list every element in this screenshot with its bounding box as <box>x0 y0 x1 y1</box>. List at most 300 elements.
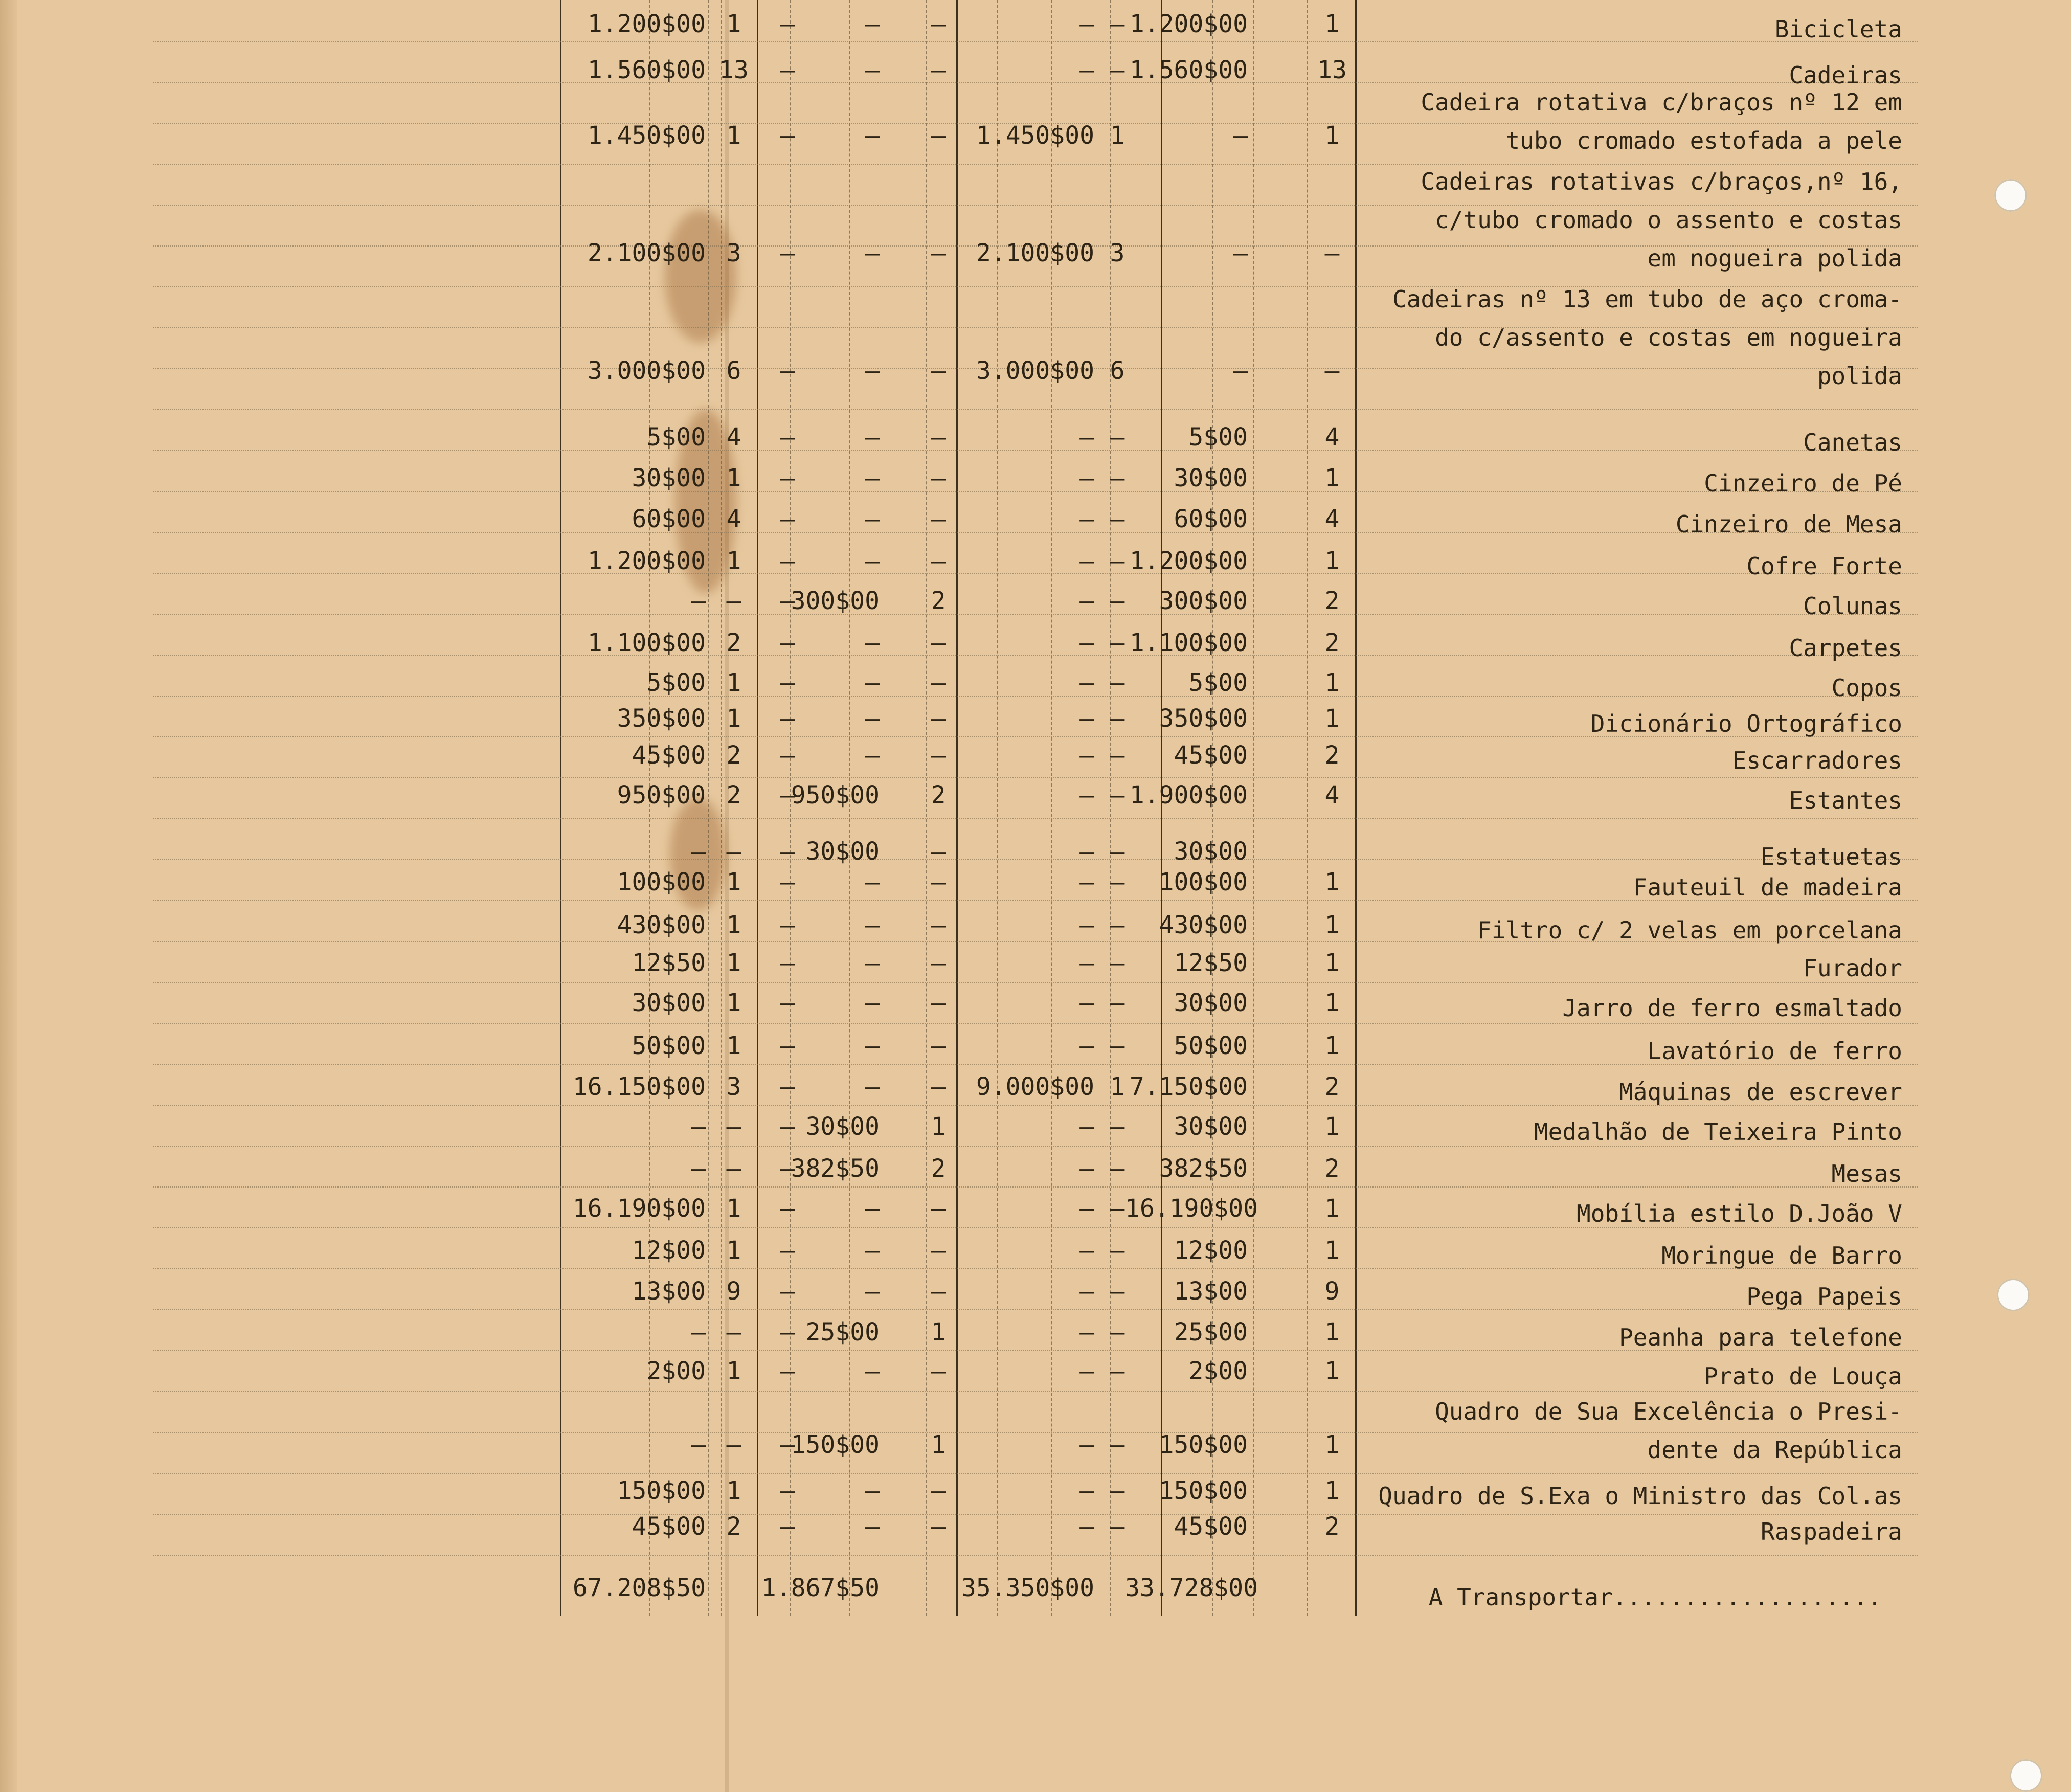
ledger-cell-c8: 1 <box>726 10 741 38</box>
ledger-cell-c1: 1 <box>1324 1194 1340 1223</box>
ledger-cell-c6: — <box>865 464 880 492</box>
ledger-cell-c6: — <box>865 1236 880 1265</box>
ledger-cell-c2: 1.560$00 <box>1129 56 1248 84</box>
ledger-cell-c2: 150$00 <box>1159 1476 1248 1505</box>
ledger-cell-c5: — <box>931 464 946 492</box>
item-description: em nogueira polida <box>1647 244 1902 272</box>
ledger-cell-c7: — <box>780 56 795 84</box>
ledger-cell-c5: — <box>931 989 946 1017</box>
ledger-cell-c7: — <box>780 356 795 385</box>
ledger-cell-c3: 3 <box>1110 239 1125 267</box>
item-description: Bicicleta <box>1774 15 1902 43</box>
ledger-cell-c8: — <box>726 1154 741 1183</box>
ledger-cell-c7: — <box>780 741 795 770</box>
ledger-cell-c3: 1 <box>1110 121 1125 150</box>
ledger-cell-c2: 25$00 <box>1174 1318 1248 1347</box>
ledger-cell-c5: — <box>931 1357 946 1385</box>
ledger-cell-c7: — <box>780 1032 795 1060</box>
ledger-cell-c1: 1 <box>1324 949 1340 977</box>
item-description: polida <box>1817 362 1902 390</box>
ledger-cell-c2: 13$00 <box>1174 1277 1248 1306</box>
ledger-cell-c5: 1 <box>931 1430 946 1459</box>
ledger-cell-c6: — <box>865 1277 880 1306</box>
ledger-cell-c8: 1 <box>726 1357 741 1385</box>
ledger-cell-c4: — <box>1079 629 1094 657</box>
ledger-cell-c2: 30$00 <box>1174 464 1248 492</box>
item-description: Colunas <box>1803 592 1902 620</box>
ledger-cell-c6: — <box>865 356 880 385</box>
ledger-cell-c7: — <box>780 1430 795 1459</box>
item-description: Cadeiras nº 13 em tubo de aço croma- <box>1392 285 1902 313</box>
ledger-cell-c9: 12$50 <box>632 949 706 977</box>
transport-label: A Transportar................... <box>1428 1583 1882 1611</box>
ledger-cell-c3: — <box>1110 10 1125 38</box>
ledger-cell-c2: 1.200$00 <box>1129 10 1248 38</box>
ledger-cell-c6: — <box>865 1357 880 1385</box>
binder-hole <box>1997 1279 2030 1311</box>
ledger-cell-c4: — <box>1079 1430 1094 1459</box>
ledger-cell-c3: — <box>1110 704 1125 733</box>
ledger-cell-c4: — <box>1079 1318 1094 1347</box>
ledger-cell-c1: 9 <box>1324 1277 1340 1306</box>
ledger-cell-c9: 2.100$00 <box>587 239 706 267</box>
ledger-cell-c6: — <box>865 741 880 770</box>
column-rule <box>1307 0 1308 1616</box>
ledger-cell-c7: — <box>780 505 795 533</box>
ledger-cell-c5: — <box>931 1194 946 1223</box>
ledger-cell-c9: 30$00 <box>632 464 706 492</box>
ledger-cell-c3: — <box>1110 1318 1125 1347</box>
ledger-cell-c2: 100$00 <box>1159 868 1248 897</box>
ledger-cell-c4: 1.450$00 <box>976 121 1094 150</box>
ledger-cell-c3: — <box>1110 741 1125 770</box>
footer-total-col1: 33.728$00 <box>1125 1574 1258 1602</box>
ledger-cell-c6: — <box>865 1194 880 1223</box>
item-description: Mesas <box>1831 1160 1902 1188</box>
ledger-cell-c4: — <box>1079 505 1094 533</box>
item-description: Copos <box>1831 674 1902 702</box>
stain <box>665 210 736 343</box>
ledger-cell-c9: — <box>691 1112 706 1141</box>
ledger-cell-c8: — <box>726 1430 741 1459</box>
ledger-cell-c2: 50$00 <box>1174 1032 1248 1060</box>
ledger-cell-c9: 5$00 <box>646 423 706 452</box>
ledger-cell-c8: 1 <box>726 949 741 977</box>
ledger-cell-c2: 1.900$00 <box>1129 781 1248 810</box>
ledger-cell-c3: — <box>1110 1154 1125 1183</box>
ledger-cell-c7: — <box>780 1357 795 1385</box>
ledger-cell-c9: 430$00 <box>617 911 706 939</box>
ledger-cell-c7: — <box>780 1476 795 1505</box>
column-rule <box>708 0 709 1616</box>
item-description: Dicionário Ortográfico <box>1590 710 1902 737</box>
ruled-line <box>153 409 1918 410</box>
item-description: Cinzeiro de Pé <box>1704 469 1902 497</box>
ledger-cell-c3: — <box>1110 1357 1125 1385</box>
ledger-cell-c6: 25$00 <box>805 1318 880 1347</box>
ledger-cell-c8: 1 <box>726 464 741 492</box>
ledger-cell-c6: — <box>865 10 880 38</box>
ledger-cell-c8: 1 <box>726 1236 741 1265</box>
binder-hole <box>1994 179 2027 212</box>
ledger-cell-c2: 30$00 <box>1174 989 1248 1017</box>
ledger-cell-c9: 1.200$00 <box>587 547 706 575</box>
ledger-cell-c8: 2 <box>726 629 741 657</box>
ledger-cell-c4: — <box>1079 56 1094 84</box>
ledger-cell-c4: — <box>1079 741 1094 770</box>
ledger-cell-c4: — <box>1079 837 1094 866</box>
ledger-cell-c1: 2 <box>1324 1154 1340 1183</box>
ledger-cell-c3: — <box>1110 505 1125 533</box>
ledger-cell-c2: 382$50 <box>1159 1154 1248 1183</box>
footer-total-col3: 1.867$50 <box>761 1574 880 1602</box>
ledger-cell-c3: — <box>1110 547 1125 575</box>
ledger-cell-c3: — <box>1110 1236 1125 1265</box>
ledger-cell-c5: — <box>931 505 946 533</box>
ledger-cell-c6: 30$00 <box>805 1112 880 1141</box>
ledger-cell-c4: — <box>1079 989 1094 1017</box>
ledger-cell-c5: 1 <box>931 1112 946 1141</box>
ledger-cell-c7: — <box>780 121 795 150</box>
ledger-cell-c4: — <box>1079 1154 1094 1183</box>
ledger-cell-c4: — <box>1079 911 1094 939</box>
ledger-cell-c9: 60$00 <box>632 505 706 533</box>
ledger-cell-c6: — <box>865 911 880 939</box>
ledger-cell-c7: — <box>780 949 795 977</box>
item-description: Estatuetas <box>1761 843 1902 870</box>
ledger-cell-c6: 382$50 <box>791 1154 880 1183</box>
ledger-cell-c9: 5$00 <box>646 668 706 697</box>
ledger-cell-c1: 4 <box>1324 781 1340 810</box>
ledger-cell-c1: 4 <box>1324 423 1340 452</box>
ledger-cell-c9: — <box>691 837 706 866</box>
ledger-cell-c2: 45$00 <box>1174 741 1248 770</box>
ledger-cell-c6: — <box>865 629 880 657</box>
ledger-cell-c7: — <box>780 1194 795 1223</box>
ledger-cell-c5: — <box>931 1512 946 1541</box>
item-description: Peanha para telefone <box>1619 1324 1902 1351</box>
ledger-cell-c9: 50$00 <box>632 1032 706 1060</box>
ledger-cell-c3: — <box>1110 1512 1125 1541</box>
item-description: Mobília estilo D.João V <box>1577 1200 1902 1227</box>
item-description: Jarro de ferro esmaltado <box>1562 994 1902 1022</box>
ledger-cell-c5: — <box>931 868 946 897</box>
ledger-cell-c6: — <box>865 121 880 150</box>
ledger-cell-c6: 300$00 <box>791 587 880 615</box>
ledger-cell-c8: — <box>726 587 741 615</box>
item-description: do c/assento e costas em nogueira <box>1435 324 1902 351</box>
ledger-cell-c9: 16.190$00 <box>572 1194 706 1223</box>
item-description: Raspadeira <box>1761 1518 1902 1545</box>
ledger-cell-c2: 2$00 <box>1188 1357 1248 1385</box>
ledger-cell-c5: — <box>931 1072 946 1101</box>
ledger-cell-c8: 1 <box>726 911 741 939</box>
item-description: Prato de Louça <box>1704 1362 1902 1390</box>
ledger-cell-c6: 30$00 <box>805 837 880 866</box>
ledger-cell-c3: — <box>1110 1430 1125 1459</box>
ledger-cell-c3: 1 <box>1110 1072 1125 1101</box>
item-description: Filtro c/ 2 velas em porcelana <box>1477 916 1902 944</box>
ledger-cell-c3: — <box>1110 464 1125 492</box>
ledger-cell-c5: — <box>931 1277 946 1306</box>
item-description: Cadeira rotativa c/braços nº 12 em <box>1421 88 1902 116</box>
ledger-cell-c4: — <box>1079 704 1094 733</box>
ledger-cell-c5: — <box>931 1032 946 1060</box>
ledger-cell-c5: — <box>931 10 946 38</box>
ledger-cell-c8: 1 <box>726 121 741 150</box>
item-description: Cofre Forte <box>1746 552 1902 580</box>
ledger-cell-c8: 1 <box>726 1032 741 1060</box>
ledger-cell-c6: 150$00 <box>791 1430 880 1459</box>
ledger-cell-c9: 1.100$00 <box>587 629 706 657</box>
ledger-cell-c9: 13$00 <box>632 1277 706 1306</box>
ledger-cell-c8: — <box>726 1318 741 1347</box>
ledger-cell-c8: 1 <box>726 868 741 897</box>
ledger-cell-c7: — <box>780 868 795 897</box>
ledger-cell-c1: — <box>1324 239 1340 267</box>
ledger-cell-c4: — <box>1079 1112 1094 1141</box>
item-description: Quadro de S.Exa o Ministro das Col.as <box>1378 1482 1902 1510</box>
ledger-cell-c3: — <box>1110 629 1125 657</box>
ledger-cell-c7: — <box>780 10 795 38</box>
ledger-cell-c9: — <box>691 1318 706 1347</box>
ledger-cell-c1: 1 <box>1324 1430 1340 1459</box>
ledger-cell-c3: 6 <box>1110 356 1125 385</box>
ledger-cell-c4: — <box>1079 1032 1094 1060</box>
ledger-cell-c4: 2.100$00 <box>976 239 1094 267</box>
item-description: Quadro de Sua Excelência o Presi- <box>1435 1398 1902 1425</box>
ledger-cell-c2: 7.150$00 <box>1129 1072 1248 1101</box>
ledger-cell-c8: 3 <box>726 239 741 267</box>
ledger-cell-c7: — <box>780 423 795 452</box>
ledger-cell-c3: — <box>1110 1032 1125 1060</box>
ledger-cell-c5: — <box>931 837 946 866</box>
ledger-cell-c4: — <box>1079 1357 1094 1385</box>
ledger-cell-c8: 13 <box>719 56 749 84</box>
ledger-cell-c7: — <box>780 1072 795 1101</box>
ledger-cell-c2: 300$00 <box>1159 587 1248 615</box>
ledger-cell-c1: — <box>1324 356 1340 385</box>
ledger-cell-c6: 950$00 <box>791 781 880 810</box>
item-description: Lavatório de ferro <box>1647 1037 1902 1065</box>
column-rule <box>1355 0 1357 1616</box>
ledger-cell-c4: — <box>1079 781 1094 810</box>
ledger-cell-c7: — <box>780 781 795 810</box>
ledger-cell-c2: 12$00 <box>1174 1236 1248 1265</box>
ledger-cell-c4: — <box>1079 1236 1094 1265</box>
ledger-cell-c1: 2 <box>1324 741 1340 770</box>
ledger-cell-c2: — <box>1233 239 1248 267</box>
ledger-cell-c7: — <box>780 1236 795 1265</box>
ledger-cell-c6: — <box>865 239 880 267</box>
ledger-cell-c6: — <box>865 56 880 84</box>
ledger-cell-c9: 1.450$00 <box>587 121 706 150</box>
ledger-cell-c7: — <box>780 1277 795 1306</box>
ledger-cell-c5: — <box>931 949 946 977</box>
ledger-cell-c6: — <box>865 668 880 697</box>
ledger-cell-c7: — <box>780 1318 795 1347</box>
ledger-cell-c9: 16.150$00 <box>572 1072 706 1101</box>
ledger-cell-c1: 1 <box>1324 1032 1340 1060</box>
ledger-cell-c1: 13 <box>1317 56 1347 84</box>
binder-hole <box>2010 1759 2042 1792</box>
ledger-cell-c5: — <box>931 56 946 84</box>
ledger-cell-c2: 16.190$00 <box>1125 1194 1258 1223</box>
ledger-cell-c8: 4 <box>726 423 741 452</box>
ledger-cell-c3: — <box>1110 781 1125 810</box>
ledger-cell-c3: — <box>1110 1476 1125 1505</box>
ledger-cell-c6: — <box>865 989 880 1017</box>
ledger-cell-c6: — <box>865 1032 880 1060</box>
ledger-cell-c5: 2 <box>931 781 946 810</box>
ledger-cell-c7: — <box>780 1112 795 1141</box>
item-description: Cinzeiro de Mesa <box>1675 510 1902 538</box>
ledger-cell-c7: — <box>780 911 795 939</box>
ledger-cell-c2: 30$00 <box>1174 1112 1248 1141</box>
ledger-cell-c6: — <box>865 423 880 452</box>
ledger-cell-c3: — <box>1110 1112 1125 1141</box>
ledger-cell-c8: 2 <box>726 741 741 770</box>
ledger-cell-c7: — <box>780 547 795 575</box>
ledger-cell-c1: 1 <box>1324 1357 1340 1385</box>
item-description: c/tubo cromado o assento e costas <box>1435 206 1902 234</box>
ledger-cell-c1: 1 <box>1324 911 1340 939</box>
ledger-cell-c4: — <box>1079 587 1094 615</box>
ledger-cell-c5: — <box>931 911 946 939</box>
ledger-cell-c2: 5$00 <box>1188 668 1248 697</box>
ledger-cell-c3: — <box>1110 837 1125 866</box>
ledger-cell-c6: — <box>865 505 880 533</box>
ledger-cell-c4: — <box>1079 668 1094 697</box>
ledger-cell-c7: — <box>780 1512 795 1541</box>
ledger-cell-c6: — <box>865 868 880 897</box>
item-description: dente da República <box>1647 1436 1902 1464</box>
ledger-cell-c8: 3 <box>726 1072 741 1101</box>
ledger-cell-c5: — <box>931 239 946 267</box>
ledger-cell-c1: 1 <box>1324 1236 1340 1265</box>
item-description: Moringue de Barro <box>1661 1242 1902 1269</box>
ledger-cell-c4: — <box>1079 1277 1094 1306</box>
ledger-cell-c3: — <box>1110 911 1125 939</box>
item-description: Pega Papeis <box>1746 1283 1902 1310</box>
ledger-cell-c9: 2$00 <box>646 1357 706 1385</box>
ledger-cell-c8: 1 <box>726 547 741 575</box>
ledger-cell-c2: 45$00 <box>1174 1512 1248 1541</box>
ledger-cell-c7: — <box>780 837 795 866</box>
ledger-cell-c5: — <box>931 121 946 150</box>
page-edge <box>0 0 17 1792</box>
ledger-cell-c2: 5$00 <box>1188 423 1248 452</box>
ledger-cell-c5: — <box>931 356 946 385</box>
ledger-cell-c7: — <box>780 464 795 492</box>
ruled-line <box>153 818 1918 819</box>
ledger-cell-c7: — <box>780 239 795 267</box>
ledger-cell-c9: 950$00 <box>617 781 706 810</box>
item-description: Máquinas de escrever <box>1619 1078 1902 1106</box>
item-description: Fauteuil de madeira <box>1633 873 1902 901</box>
ledger-cell-c9: 350$00 <box>617 704 706 733</box>
footer-total-col2: 35.350$00 <box>961 1574 1094 1602</box>
ledger-cell-c6: — <box>865 704 880 733</box>
ledger-cell-c3: — <box>1110 668 1125 697</box>
ledger-cell-c7: — <box>780 629 795 657</box>
ledger-cell-c9: 150$00 <box>617 1476 706 1505</box>
ledger-cell-c3: — <box>1110 1277 1125 1306</box>
ledger-cell-c8: 2 <box>726 781 741 810</box>
ledger-cell-c4: — <box>1079 464 1094 492</box>
footer-total-col4: 67.208$50 <box>572 1574 706 1602</box>
ledger-cell-c1: 1 <box>1324 868 1340 897</box>
ledger-cell-c8: — <box>726 837 741 866</box>
ledger-cell-c2: 12$50 <box>1174 949 1248 977</box>
ledger-cell-c2: 1.100$00 <box>1129 629 1248 657</box>
ledger-cell-c1: 1 <box>1324 121 1340 150</box>
ledger-cell-c7: — <box>780 704 795 733</box>
ledger-cell-c4: — <box>1079 1194 1094 1223</box>
ledger-cell-c8: 1 <box>726 1194 741 1223</box>
ledger-cell-c5: 2 <box>931 1154 946 1183</box>
ledger-cell-c1: 1 <box>1324 547 1340 575</box>
ledger-cell-c1: 2 <box>1324 1512 1340 1541</box>
ledger-cell-c4: — <box>1079 423 1094 452</box>
ledger-cell-c1: 1 <box>1324 668 1340 697</box>
ledger-cell-c4: 3.000$00 <box>976 356 1094 385</box>
ledger-cell-c2: 1.200$00 <box>1129 547 1248 575</box>
ledger-cell-c1: 1 <box>1324 464 1340 492</box>
ledger-cell-c5: 2 <box>931 587 946 615</box>
ledger-cell-c7: — <box>780 1154 795 1183</box>
ledger-cell-c4: — <box>1079 1476 1094 1505</box>
ledger-cell-c8: 2 <box>726 1512 741 1541</box>
ledger-cell-c9: — <box>691 587 706 615</box>
item-description: Canetas <box>1803 429 1902 456</box>
ledger-cell-c6: — <box>865 547 880 575</box>
ledger-cell-c2: 150$00 <box>1159 1430 1248 1459</box>
ledger-cell-c5: — <box>931 668 946 697</box>
ledger-cell-c9: — <box>691 1154 706 1183</box>
ledger-cell-c3: — <box>1110 868 1125 897</box>
ledger-cell-c2: 60$00 <box>1174 505 1248 533</box>
item-description: Escarradores <box>1732 747 1902 774</box>
ledger-cell-c5: — <box>931 547 946 575</box>
item-description: Carpetes <box>1789 634 1902 662</box>
ruled-line <box>153 1555 1918 1556</box>
ledger-cell-c4: 9.000$00 <box>976 1072 1094 1101</box>
ledger-cell-c4: — <box>1079 547 1094 575</box>
item-description: Medalhão de Teixeira Pinto <box>1534 1118 1902 1146</box>
ledger-cell-c8: — <box>726 1112 741 1141</box>
ledger-cell-c3: — <box>1110 56 1125 84</box>
ledger-cell-c8: 1 <box>726 989 741 1017</box>
ledger-cell-c1: 2 <box>1324 1072 1340 1101</box>
ledger-cell-c1: 1 <box>1324 704 1340 733</box>
ledger-cell-c6: — <box>865 1512 880 1541</box>
ledger-cell-c8: 1 <box>726 668 741 697</box>
ledger-cell-c5: 1 <box>931 1318 946 1347</box>
ledger-cell-c8: 4 <box>726 505 741 533</box>
ledger-cell-c9: 45$00 <box>632 741 706 770</box>
ledger-cell-c7: — <box>780 587 795 615</box>
ledger-cell-c5: — <box>931 423 946 452</box>
item-description: Estantes <box>1789 787 1902 814</box>
ledger-cell-c8: 9 <box>726 1277 741 1306</box>
ledger-cell-c1: 1 <box>1324 10 1340 38</box>
ledger-cell-c9: 45$00 <box>632 1512 706 1541</box>
ledger-cell-c9: 30$00 <box>632 989 706 1017</box>
ledger-cell-c6: — <box>865 1072 880 1101</box>
ledger-cell-c2: — <box>1233 356 1248 385</box>
ledger-cell-c1: 4 <box>1324 505 1340 533</box>
